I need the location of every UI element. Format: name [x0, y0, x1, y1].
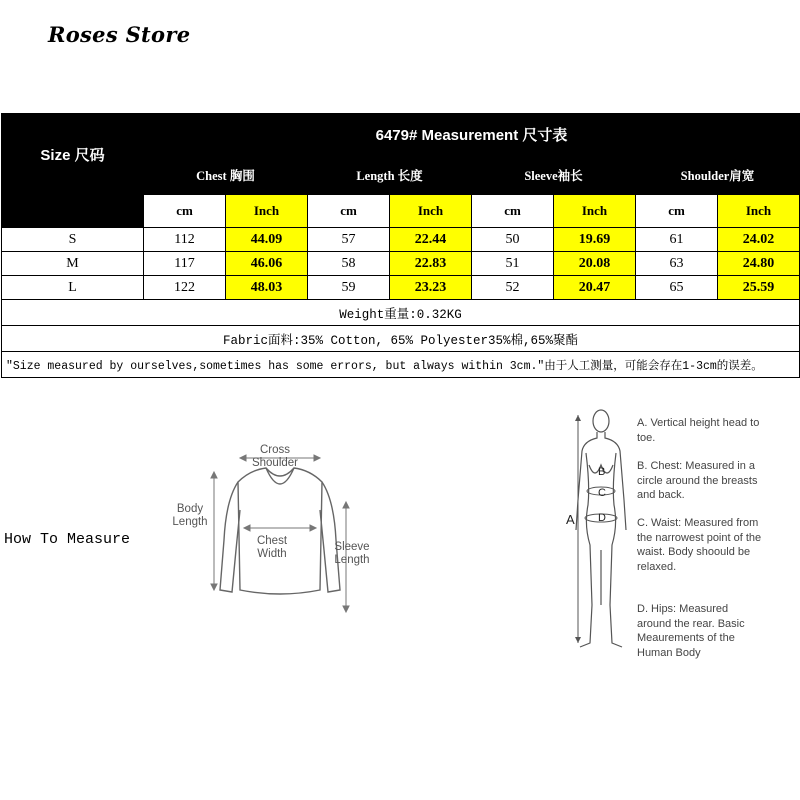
unit-inch: Inch [226, 195, 308, 228]
cell-cm: 61 [636, 228, 718, 252]
cell-inch: 48.03 [226, 276, 308, 300]
body-figure [560, 405, 630, 655]
unit-cm: cm [144, 195, 226, 228]
unit-inch: Inch [390, 195, 472, 228]
unit-cm: cm [472, 195, 554, 228]
cell-cm: 59 [308, 276, 390, 300]
size-chart-table [1, 113, 800, 378]
weight-info: Weight重量:0.32KG [2, 300, 800, 326]
cell-cm: 112 [144, 228, 226, 252]
fabric-info: Fabric面料:35% Cotton, 65% Polyester35%棉,65%聚酯 [2, 326, 800, 352]
cell-cm: 51 [472, 252, 554, 276]
unit-inch: Inch [554, 195, 636, 228]
cell-cm: 58 [308, 252, 390, 276]
cell-inch: 23.23 [390, 276, 472, 300]
measurement-note: "Size measured by ourselves,sometimes has some errors, but always within 3cm."由于人工测量，可能会存在1-3cm的误差。 [2, 352, 800, 378]
sleeve-length-label: Sleeve Length [334, 541, 370, 566]
cell-cm: 52 [472, 276, 554, 300]
column-header-chest: Chest 胸围 [144, 155, 308, 195]
cell-cm: 117 [144, 252, 226, 276]
cell-inch: 24.02 [718, 228, 800, 252]
unit-spacer [2, 195, 144, 228]
cell-inch: 20.47 [554, 276, 636, 300]
row-size: L [2, 276, 144, 300]
cell-inch: 44.09 [226, 228, 308, 252]
cell-cm: 122 [144, 276, 226, 300]
cell-cm: 65 [636, 276, 718, 300]
note-b: B. Chest: Measured in a circle around the breasts and back. [637, 460, 758, 501]
cell-inch: 20.08 [554, 252, 636, 276]
table-title: 6479# Measurement 尺寸表 [144, 114, 800, 155]
column-header-length: Length 长度 [308, 155, 472, 195]
cell-inch: 24.80 [718, 252, 800, 276]
note-c: C. Waist: Measured from the narrowest point of the waist. Body shoould be relaxed. [637, 517, 762, 573]
chest-width-label: Chest Width [256, 535, 288, 560]
table-row [2, 228, 800, 252]
unit-cm: cm [636, 195, 718, 228]
note-a: A. Vertical height head to toe. [637, 417, 760, 444]
marker-a: A [566, 512, 575, 527]
body-length-label: Body Length [172, 503, 208, 528]
row-size: S [2, 228, 144, 252]
table-row [2, 252, 800, 276]
unit-cm: cm [308, 195, 390, 228]
cell-inch: 25.59 [718, 276, 800, 300]
row-size: M [2, 252, 144, 276]
unit-inch: Inch [718, 195, 800, 228]
size-header: Size 尺码 [2, 114, 144, 195]
column-header-sleeve: Sleeve袖长 [472, 155, 636, 195]
marker-b: B [598, 466, 606, 478]
how-to-measure-label: How To Measure [4, 531, 131, 548]
cell-inch: 19.69 [554, 228, 636, 252]
note-d: D. Hips: Measured around the rear. Basic Meaurements of the Human Body [637, 603, 745, 659]
cross-shoulder-label: Cross Shoulder [251, 444, 299, 469]
cell-cm: 50 [472, 228, 554, 252]
marker-d: D [598, 512, 606, 524]
cell-inch: 46.06 [226, 252, 308, 276]
cell-cm: 63 [636, 252, 718, 276]
brand-logo: Roses Store [48, 22, 191, 47]
cell-cm: 57 [308, 228, 390, 252]
marker-c: C [598, 487, 606, 499]
cell-inch: 22.83 [390, 252, 472, 276]
column-header-shoulder: Shoulder肩宽 [636, 155, 800, 195]
cell-inch: 22.44 [390, 228, 472, 252]
table-row [2, 276, 800, 300]
